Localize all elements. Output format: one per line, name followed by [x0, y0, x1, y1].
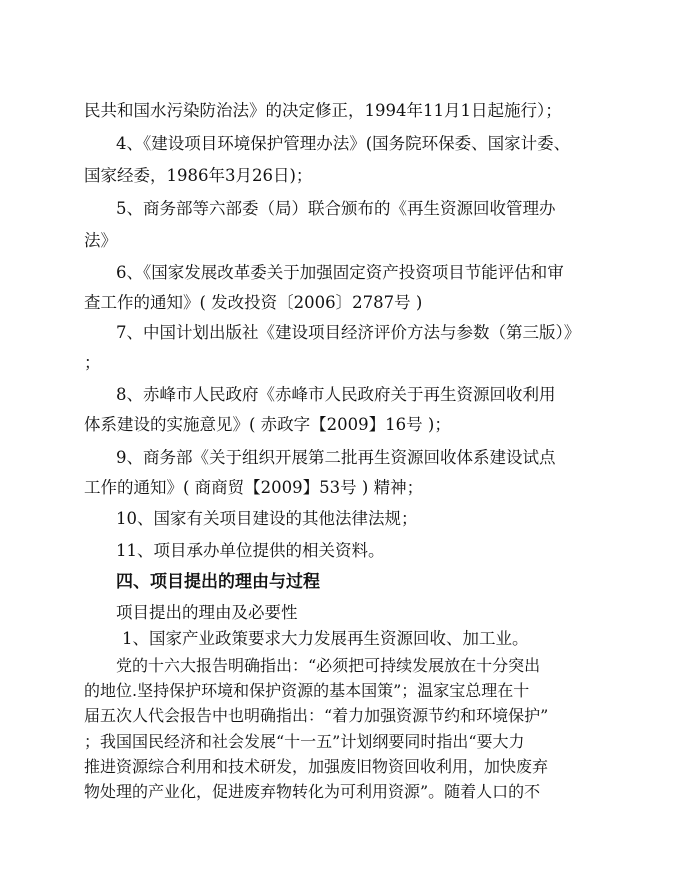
paragraph-line-4: ；我国国民经济和社会发展“十一五”计划纲要同时指出“要大力 [84, 732, 525, 751]
text-line-13: 工作的通知》( 商商贸【2009】53号 ) 精神； [84, 478, 424, 497]
paragraph-line-6: 物处理的产业化，促进废弃物转化为可利用资源”。随着人口的不 [84, 782, 541, 801]
reference-item-11: 11、项目承办单位提供的相关资料。 [116, 541, 385, 560]
paragraph-line-5: 推进资源综合利用和技术研发，加强废旧物资回收利用，加快废弃 [84, 757, 549, 776]
paragraph-line-1: 党的十六大报告明确指出：“必须把可持续发展放在十分突出 [116, 656, 541, 675]
subsection-title: 项目提出的理由及必要性 [116, 603, 298, 622]
reference-item-6: 6、《国家发展改革委关于加强固定资产投资项目节能评估和审 [116, 263, 564, 282]
reference-item-8: 8、赤峰市人民政府《赤峰市人民政府关于再生资源回收利用 [116, 385, 556, 404]
section-heading: 四、项目提出的理由与过程 [116, 572, 320, 592]
reference-item-7: 7、中国计划出版社《建设项目经济评价方法与参数（第三版）》 [116, 323, 581, 342]
paragraph-line-3: 届五次人代会报告中也明确指出：“着力加强资源节约和环境保护” [84, 706, 549, 725]
text-line-3: 国家经委，1986年3月26日)； [84, 166, 313, 185]
reference-item-5: 5、商务部等六部委（局）联合颁布的《再生资源回收管理办 [116, 199, 556, 218]
reference-item-9: 9、商务部《关于组织开展第二批再生资源回收体系建设试点 [116, 448, 556, 467]
text-line-1: 民共和国水污染防治法》的决定修正，1994年11月1日起施行）； [84, 101, 562, 120]
text-line-5: 法》 [84, 231, 117, 250]
text-line-9: ； [84, 353, 101, 372]
text-line-11: 体系建设的实施意见》( 赤政字【2009】16号 )； [84, 415, 451, 434]
point-1: 1、国家产业政策要求大力发展再生资源回收、加工业。 [122, 629, 529, 648]
paragraph-line-2: 的地位.坚持保护环境和保护资源的基本国策”；温家宝总理在十 [84, 681, 530, 700]
reference-item-10: 10、国家有关项目建设的其他法律法规； [116, 509, 418, 528]
reference-item-4: 4、《建设项目环境保护管理办法》(国务院环保委、国家计委、 [116, 134, 571, 153]
text-line-7: 查工作的通知》( 发改投资〔2006〕2787号 ) [84, 293, 423, 312]
